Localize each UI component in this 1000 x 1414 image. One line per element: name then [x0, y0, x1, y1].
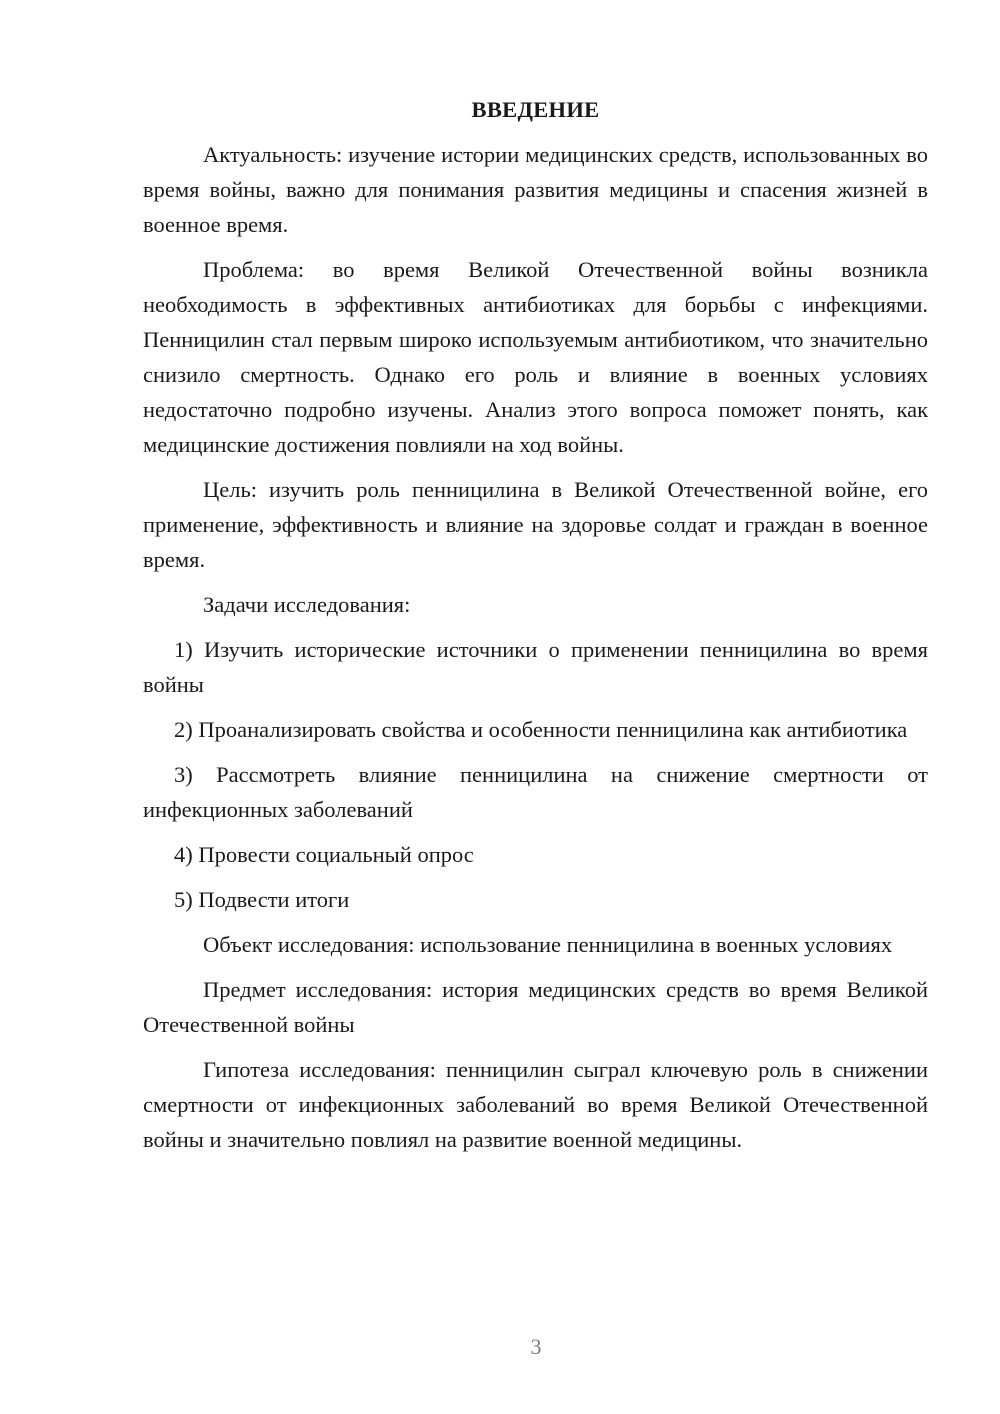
- tasks-label: Задачи исследования:: [203, 592, 411, 617]
- paragraph-problem: Проблема: во время Великой Отечественной войны возникла необходимость в эффективных антибиотиках для борьбы с инфекциями. Пенницилин стал первым широко используемым антибиотиком, что значительно снизило смертность. Однако его роль и влияние в военных условиях недостаточно подробно изучены. Анализ этого вопроса поможет понять, как медицинские достижения повлияли на ход войны.: [143, 257, 928, 457]
- paragraph-subject: Предмет исследования: история медицинских средств во время Великой Отечественной войны: [143, 977, 928, 1037]
- task-item-1: 1) Изучить исторические источники о применении пенницилина во время войны: [143, 637, 928, 697]
- paragraph-object: Объект исследования: использование пенницилина в военных условиях: [203, 932, 893, 957]
- tasks-list: [143, 632, 928, 917]
- paragraph-goal: Цель: изучить роль пенницилина в Великой Отечественной войне, его применение, эффективность и влияние на здоровье солдат и граждан в военное время.: [143, 477, 928, 572]
- page-number: [36, 1332, 1000, 1362]
- task-item-4: 4) Провести социальный опрос: [174, 842, 474, 867]
- page-number-value: 3: [530, 1334, 542, 1359]
- paragraph-hypothesis: Гипотеза исследования: пенницилин сыграл ключевую роль в снижении смертности от инфекционных заболеваний во время Великой Отечественной войны и значительно повлиял на развитие военной медицины.: [143, 1057, 928, 1152]
- task-item-3: 3) Рассмотреть влияние пенницилина на снижение смертности от инфекционных заболеваний: [143, 762, 928, 822]
- document-page: [143, 92, 928, 1157]
- paragraph-relevance: Актуальность: изучение истории медицинских средств, использованных во время войны, важно для понимания развития медицины и спасения жизней в военное время.: [143, 142, 928, 237]
- task-item-2: 2) Проанализировать свойства и особенности пенницилина как антибиотика: [174, 717, 908, 742]
- task-item-5: 5) Подвести итоги: [174, 887, 350, 912]
- section-title: ВВЕДЕНИЕ: [471, 97, 600, 122]
